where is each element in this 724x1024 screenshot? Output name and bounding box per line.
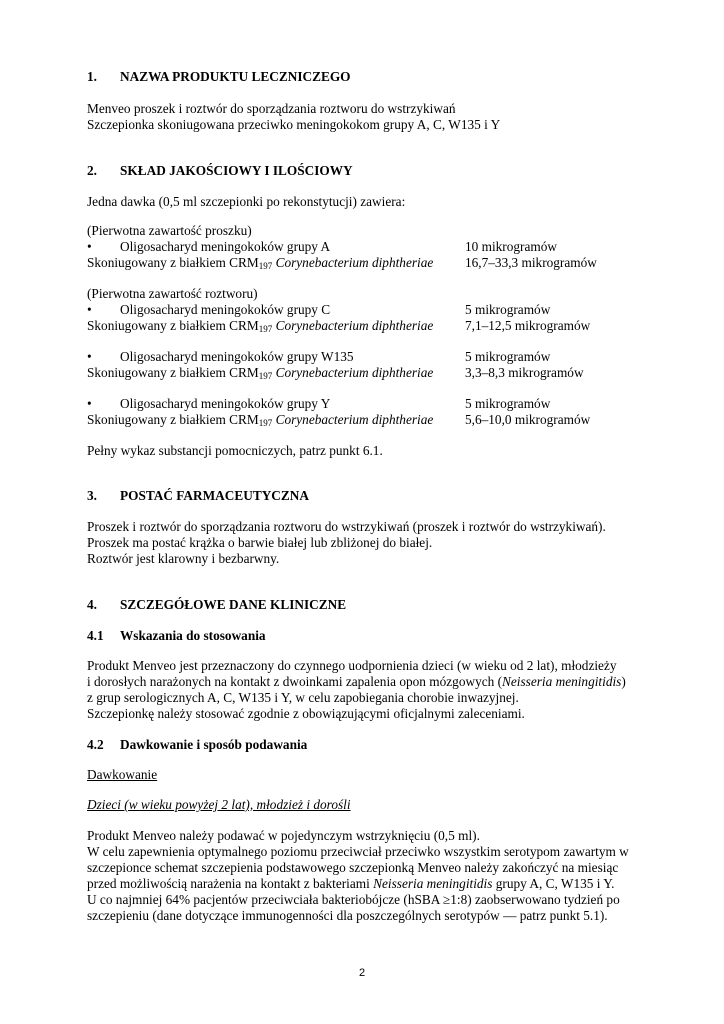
section-title: SZCZEGÓŁOWE DANE KLINICZNE <box>120 597 347 612</box>
bullet: • <box>87 239 92 254</box>
text-run: i dorosłych narażonych na kontakt z dwoinkami zapalenia opon mózgowych ( <box>87 674 503 689</box>
paragraph-line <box>87 674 626 690</box>
conjugate-prefix: Skoniugowany z białkiem CRM <box>87 365 259 380</box>
bullet: • <box>87 396 92 411</box>
ingredient-name: Oligosacharyd meningokoków grupy W135 <box>120 349 354 364</box>
conjugate-line <box>87 412 433 428</box>
organism-name: Corynebacterium diphtheriae <box>275 255 434 270</box>
organism-name: Neisseria meningitidis <box>373 876 493 891</box>
paragraph-line: z grup serologicznych A, C, W135 i Y, w celu zapobiegania chorobie inwazyjnej. <box>87 690 519 705</box>
section-title: SKŁAD JAKOŚCIOWY I ILOŚCIOWY <box>120 163 353 178</box>
paragraph-line: Pełny wykaz substancji pomocniczych, patrz punkt 6.1. <box>87 443 383 458</box>
paragraph-line: Proszek ma postać krążka o barwie białej lub zbliżonej do białej. <box>87 535 433 550</box>
text-run: przed możliwością narażenia na kontakt z bakteriami <box>87 876 374 891</box>
subsection-title: Dawkowanie i sposób podawania <box>120 737 308 752</box>
section-title: NAZWA PRODUKTU LECZNICZEGO <box>120 69 351 84</box>
section-title: POSTAĆ FARMACEUTYCZNA <box>120 488 309 503</box>
conjugate-prefix: Skoniugowany z białkiem CRM <box>87 412 259 427</box>
paragraph-line: Szczepionka skoniugowana przeciwko meningokokom grupy A, C, W135 i Y <box>87 117 501 132</box>
paragraph-line: Jedna dawka (0,5 ml szczepionki po rekonstytucji) zawiera: <box>87 194 406 209</box>
conjugate-prefix: Skoniugowany z białkiem CRM <box>87 318 259 333</box>
paragraph-line: Menveo proszek i roztwór do sporządzania roztworu do wstrzykiwań <box>87 101 456 116</box>
paragraph-line <box>87 876 614 892</box>
ingredient-amount: 5 mikrogramów <box>465 302 551 317</box>
ingredient-name: Oligosacharyd meningokoków grupy Y <box>120 396 331 411</box>
paragraph-line: Roztwór jest klarowny i bezbarwny. <box>87 551 280 566</box>
text-run: ) <box>621 674 626 689</box>
paragraph-line: Produkt Menveo jest przeznaczony do czynnego uodpornienia dzieci (w wieku od 2 lat), młodzieży <box>87 658 617 673</box>
paragraph-line: W celu zapewnienia optymalnego poziomu przeciwciał przeciwko wszystkim serotypom zawartym w <box>87 844 629 859</box>
ingredient-amount: 5 mikrogramów <box>465 349 551 364</box>
organism-name: Neisseria meningitidis <box>502 674 622 689</box>
conjugate-prefix: Skoniugowany z białkiem CRM <box>87 255 259 270</box>
conjugate-line <box>87 365 433 381</box>
ingredient-amount: 10 mikrogramów <box>465 239 557 254</box>
paragraph-line: U co najmniej 64% pacjentów przeciwciała bakteriobójcze (hSBA ≥1:8) zaobserwowano tydzień po <box>87 892 620 907</box>
subsection-number: 4.1 <box>87 628 104 643</box>
section-number: 2. <box>87 163 97 178</box>
conjugate-subscript: 197 <box>258 418 273 428</box>
subheading-italic-underlined: Dzieci (w wieku powyżej 2 lat), młodzież i dorośli <box>87 797 351 812</box>
section-number: 3. <box>87 488 97 503</box>
organism-name: Corynebacterium diphtheriae <box>275 365 434 380</box>
conjugate-line <box>87 255 433 271</box>
paragraph-line: Proszek i roztwór do sporządzania roztworu do wstrzykiwań (proszek i roztwór do wstrzykiwań). <box>87 519 606 534</box>
page-number: 2 <box>358 967 366 979</box>
conjugate-line <box>87 318 433 334</box>
ingredient-amount: 5 mikrogramów <box>465 396 551 411</box>
organism-name: Corynebacterium diphtheriae <box>275 318 434 333</box>
paragraph-line: szczepionce schemat szczepienia podstawowego szczepionką Menveo należy zakończyć na miesiąc <box>87 860 619 875</box>
section-number: 1. <box>87 69 97 84</box>
text-run: grupy A, C, W135 i Y. <box>492 876 615 891</box>
paragraph-line: szczepieniu (dane dotyczące immunogenności dla poszczególnych serotypów — patrz punkt 5.1). <box>87 908 608 923</box>
group-label: (Pierwotna zawartość proszku) <box>87 223 252 238</box>
group-label: (Pierwotna zawartość roztworu) <box>87 286 258 301</box>
conjugate-amount: 16,7–33,3 mikrogramów <box>465 255 597 270</box>
conjugate-subscript: 197 <box>258 261 273 271</box>
ingredient-name: Oligosacharyd meningokoków grupy C <box>120 302 331 317</box>
subsection-title: Wskazania do stosowania <box>120 628 266 643</box>
subheading-underlined: Dawkowanie <box>87 767 158 782</box>
section-number: 4. <box>87 597 97 612</box>
conjugate-subscript: 197 <box>258 324 273 334</box>
bullet: • <box>87 349 92 364</box>
paragraph-line: Szczepionkę należy stosować zgodnie z obowiązującymi oficjalnymi zaleceniami. <box>87 706 525 721</box>
conjugate-amount: 7,1–12,5 mikrogramów <box>465 318 591 333</box>
conjugate-amount: 3,3–8,3 mikrogramów <box>465 365 584 380</box>
paragraph-line: Produkt Menveo należy podawać w pojedynczym wstrzyknięciu (0,5 ml). <box>87 828 480 843</box>
subsection-number: 4.2 <box>87 737 104 752</box>
ingredient-name: Oligosacharyd meningokoków grupy A <box>120 239 331 254</box>
bullet: • <box>87 302 92 317</box>
conjugate-amount: 5,6–10,0 mikrogramów <box>465 412 591 427</box>
organism-name: Corynebacterium diphtheriae <box>275 412 434 427</box>
conjugate-subscript: 197 <box>258 371 273 381</box>
